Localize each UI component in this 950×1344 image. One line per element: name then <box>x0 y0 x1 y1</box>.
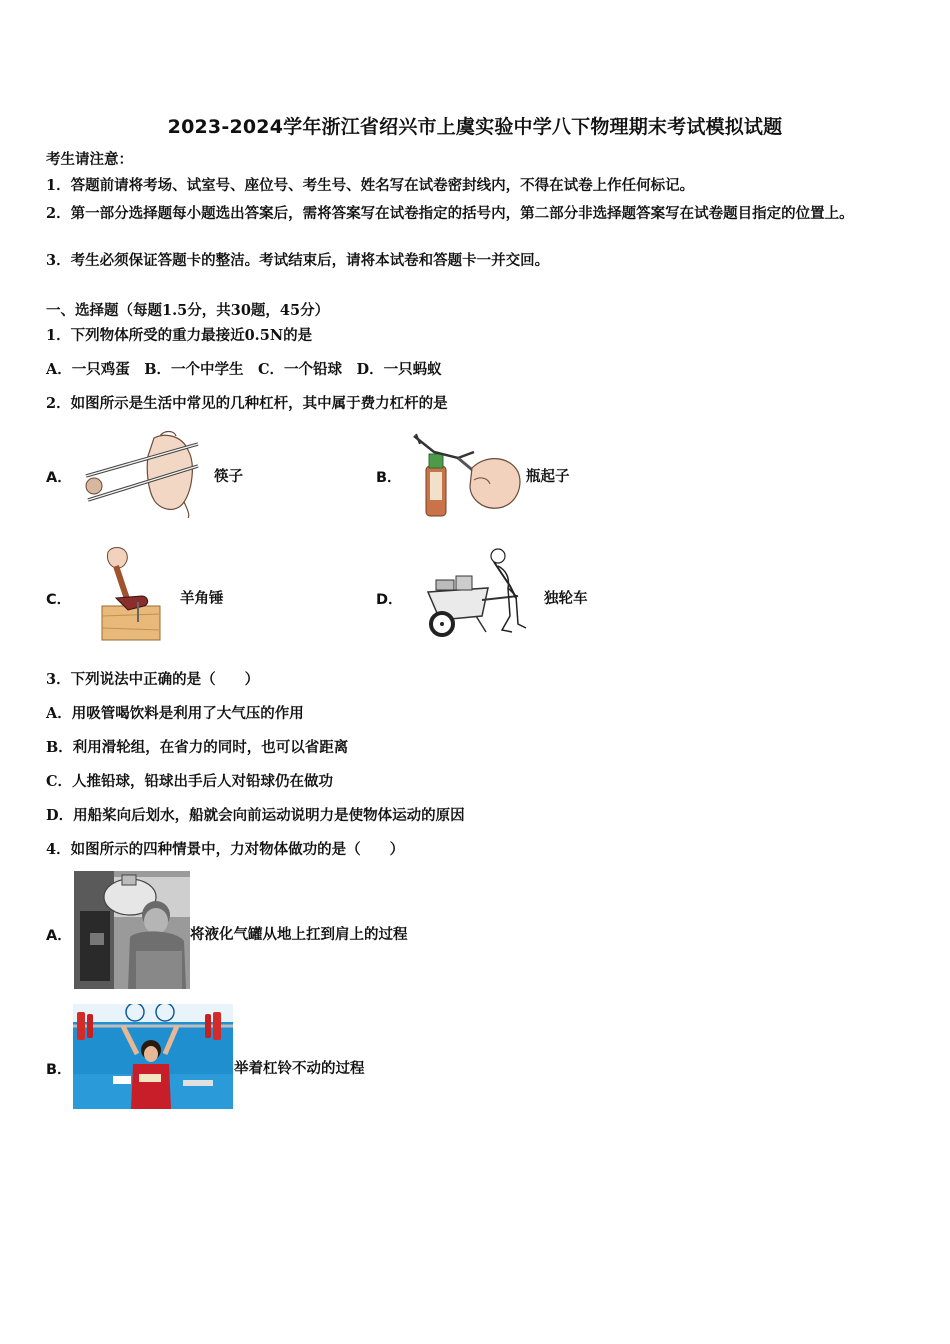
wheelbarrow-icon <box>426 546 540 638</box>
notice-heading: 考生请注意： <box>46 151 133 168</box>
notice-item-2: 2．第一部分选择题每小题选出答案后，需将答案写在试卷指定的括号内，第二部分非选择题答案写在试卷题目指定的位置上。 <box>46 205 854 222</box>
notice-item-1: 1．答题前请将考场、试室号、座位号、考生号、姓名写在试卷密封线内，不得在试卷上作任何标记。 <box>46 177 695 194</box>
bottle-opener-icon <box>410 432 524 518</box>
q3-option-c: C．人推铅球，铅球出手后人对铅球仍在做功 <box>46 773 334 790</box>
q4-option-a-caption: 将液化气罐从地上扛到肩上的过程 <box>190 926 408 943</box>
q4-option-a-letter: A． <box>46 928 72 944</box>
q3-option-d: D．用船桨向后划水，船就会向前运动说明力是使物体运动的原因 <box>46 807 465 824</box>
claw-hammer-icon <box>98 544 162 642</box>
q2-option-a-letter: A． <box>46 470 72 486</box>
q1-options: A．一只鸡蛋 B．一个中学生 C．一个铅球 D．一只蚂蚁 <box>46 361 442 378</box>
section-heading: 一、选择题（每题1.5分，共30题，45分） <box>46 302 330 319</box>
chopsticks-icon <box>84 430 204 518</box>
q4-stem: 4．如图所示的四种情景中，力对物体做功的是（ ） <box>46 841 405 858</box>
q2-option-b-letter: B． <box>376 470 402 486</box>
q4-option-b-letter: B． <box>46 1062 72 1078</box>
q3-option-a: A．用吸管喝饮料是利用了大气压的作用 <box>46 705 304 722</box>
q2-option-a-caption: 筷子 <box>214 468 243 485</box>
weightlifter-photo <box>73 1004 233 1109</box>
q2-option-c-letter: C． <box>46 592 72 608</box>
q2-option-c-caption: 羊角锤 <box>180 590 224 607</box>
gas-cylinder-photo <box>74 871 190 989</box>
q2-stem: 2．如图所示是生活中常见的几种杠杆，其中属于费力杠杆的是 <box>46 395 448 412</box>
q1-stem: 1．下列物体所受的重力最接近0.5N的是 <box>46 327 313 344</box>
notice-item-3: 3．考生必须保证答题卡的整洁。考试结束后，请将本试卷和答题卡一并交回。 <box>46 252 550 269</box>
q2-option-b-caption: 瓶起子 <box>526 468 570 485</box>
q2-option-d-caption: 独轮车 <box>544 590 588 607</box>
q3-stem: 3．下列说法中正确的是（ ） <box>46 671 260 688</box>
q4-option-b-caption: 举着杠铃不动的过程 <box>234 1060 365 1077</box>
page-title: 2023-2024学年浙江省绍兴市上虞实验中学八下物理期末考试模拟试题 <box>167 116 783 138</box>
q2-option-d-letter: D． <box>376 592 403 608</box>
q3-option-b: B．利用滑轮组，在省力的同时，也可以省距离 <box>46 739 349 756</box>
